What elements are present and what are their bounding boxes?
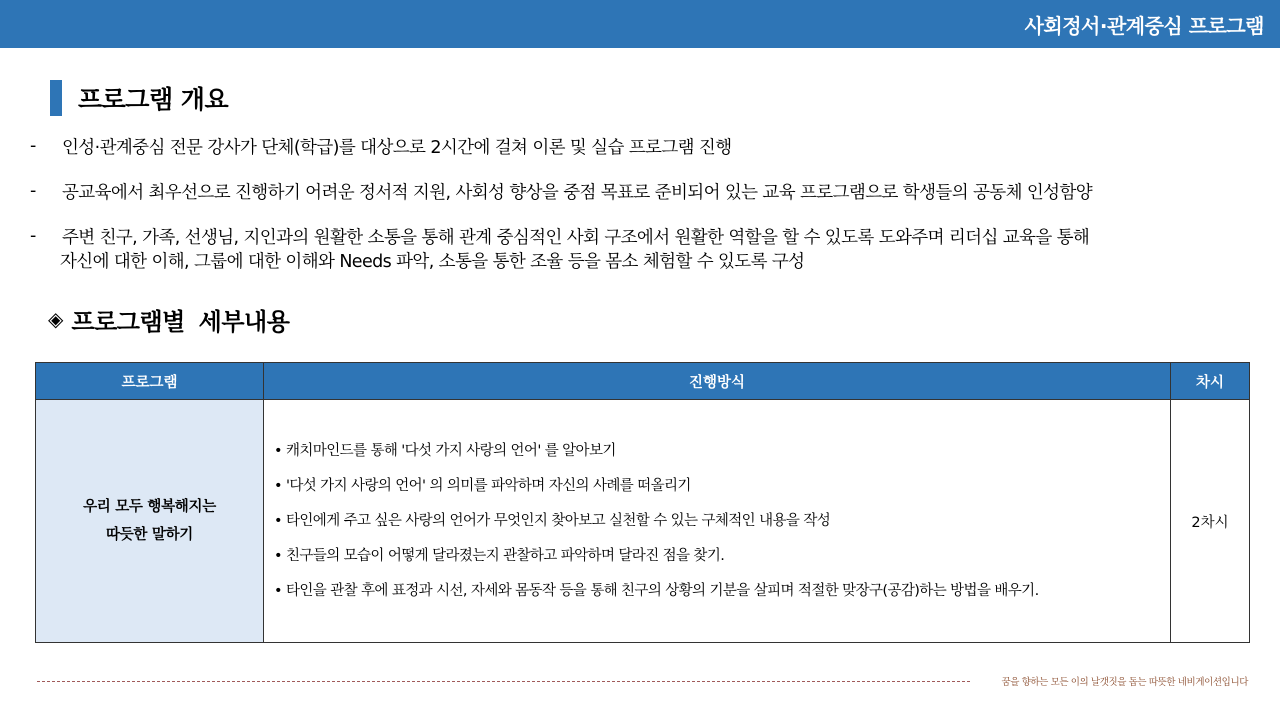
overview-bullet-text: 공교육에서 최우선으로 진행하기 어려운 정서적 지원, 사회성 향상을 중점 목표로 준비되어 있는 교육 프로그램으로 학생들의 공동체 인성함양 (62, 183, 1093, 203)
details-section-heading (48, 303, 289, 335)
method-cell (264, 400, 1171, 643)
header-bar (0, 0, 1280, 48)
overview-section-heading (50, 80, 228, 116)
bullet-dash: - (30, 181, 36, 201)
table-row (36, 400, 1250, 643)
program-name-line: 따듯한 말하기 (106, 527, 193, 543)
method-list (274, 434, 1170, 609)
overview-title: 프로그램 개요 (78, 85, 229, 114)
program-detail-table (35, 362, 1250, 643)
method-item: • '다섯 가지 사랑의 언어' 의 의미를 파악하며 자신의 사례를 떠올리기 (274, 469, 1170, 504)
program-name-cell (36, 400, 264, 643)
method-item: • 캐치마인드를 통해 '다섯 가지 사랑의 언어' 를 알아보기 (274, 434, 1170, 469)
bullet-dash: - (30, 226, 36, 246)
method-item: • 타인을 관찰 후에 표정과 시선, 자세와 몸동작 등을 통해 친구의 상황의 기분을 살피며 적절한 맞장구(공감)하는 방법을 배우기. (274, 574, 1170, 609)
section-marker-bar (50, 80, 62, 116)
overview-bullet-text: 주변 친구, 가족, 선생님, 지인과의 원활한 소통을 통해 관계 중심적인 사회 구조에서 원활한 역할을 할 수 있도록 도와주며 리더십 교육을 통해 (62, 228, 1090, 248)
footer-tagline: 꿈을 향하는 모든 이의 날갯짓을 돕는 따뜻한 네비게이션입니다 (1001, 677, 1248, 688)
program-name-line: 우리 모두 행복해지는 (83, 499, 216, 515)
diamond-icon: ◈ (48, 307, 64, 331)
overview-bullet-text-continued: 자신에 대한 이해, 그룹에 대한 이해와 Needs 파악, 소통을 통한 조율 등을 몸소 체험할 수 있도록 구성 (60, 252, 805, 272)
column-header-program: 프로그램 (36, 363, 264, 400)
column-header-method: 진행방식 (264, 363, 1171, 400)
column-header-sessions: 차시 (1171, 363, 1250, 400)
method-item: • 타인에게 주고 싶은 사랑의 언어가 무엇인지 찾아보고 실천할 수 있는 구체적인 내용을 작성 (274, 504, 1170, 539)
sessions-cell: 2차시 (1171, 400, 1250, 643)
method-item: • 친구들의 모습이 어떻게 달라졌는지 관찰하고 파악하며 달라진 점을 찾기. (274, 539, 1170, 574)
header-title: 사회정서·관계중심 프로그램 (1024, 14, 1264, 38)
overview-bullet-text: 인성·관계중심 전문 강사가 단체(학급)를 대상으로 2시간에 걸쳐 이론 및 실습 프로그램 진행 (62, 138, 732, 158)
table-header-row (36, 363, 1250, 400)
footer-divider (37, 681, 970, 682)
bullet-dash: - (30, 136, 36, 156)
details-title: 프로그램별 세부내용 (71, 307, 290, 336)
